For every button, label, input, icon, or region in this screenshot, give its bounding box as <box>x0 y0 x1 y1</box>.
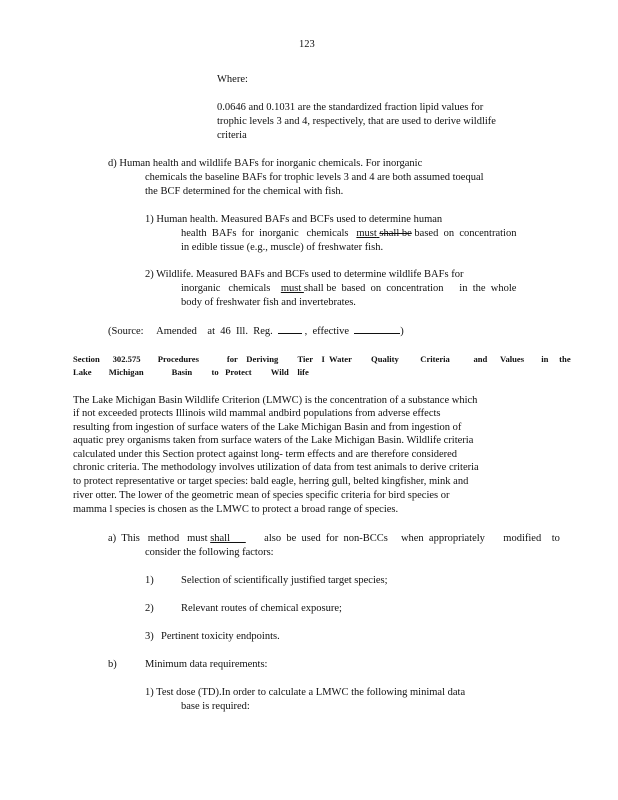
factor-3-text: Pertinent toxicity endpoints. <box>161 631 280 642</box>
factor-2-number: 2) <box>145 603 154 614</box>
d-item1-text-pre: health BAFs for inorganic chemicals <box>181 228 357 239</box>
factor-1-number: 1) <box>145 575 154 586</box>
b-item1-line-1: 1) Test dose (TD).In order to calculate a LMWC the following minimal data <box>145 687 466 698</box>
d-item1-line-3: in edible tissue (e.g., muscle) of freshwater fish. <box>181 242 384 253</box>
d-item1-shall-struck: shall be <box>379 228 412 239</box>
d-item2-line-1: 2) Wildlife. Measured BAFs and BCFs used to determine wildlife BAFs for <box>145 269 464 280</box>
section-heading-line-2: Lake Michigan Basin to Protect Wild life <box>73 367 309 377</box>
d-line-2: chemicals the baseline BAFs for trophic levels 3 and 4 are both assumed toequal <box>145 172 484 183</box>
body-line-2: if not exceeded protects Illinois wild mammal andbird populations from adverse effects <box>73 408 441 419</box>
where-line-1: 0.0646 and 0.1031 are the standardized fraction lipid values for <box>217 102 484 113</box>
d-item1-line-2 <box>181 227 516 241</box>
source-text-mid: , effective <box>302 326 355 337</box>
body-line-9: mamma l species is chosen as the LMWC to protect a broad range of species. <box>73 504 399 515</box>
d-item2-line-3: body of freshwater fish and invertebrates. <box>181 297 356 308</box>
source-blank-1 <box>278 324 302 334</box>
body-line-4: aquatic prey organisms taken from surface waters of the Lake Michigan Basin. Wildlife criteria <box>73 435 474 446</box>
factor-2-text: Relevant routes of chemical exposure; <box>181 603 342 614</box>
body-line-5: calculated under this Section protect against long- term effects and are therefore considered <box>73 449 458 460</box>
factor-3-number: 3) <box>145 631 154 642</box>
body-line-6: chronic criteria. The methodology involves utilization of data from test animals to derive criteria <box>73 462 479 473</box>
body-line-3: resulting from ingestion of surface waters of the Lake Michigan Basin and from ingestion of <box>73 422 462 433</box>
body-line-7: to protect representative or target species: bald eagle, herring gull, belted kingfisher, mink and <box>73 476 469 487</box>
a-line-2: consider the following factors: <box>145 547 274 558</box>
d-item1-text-post: based on concentration <box>411 228 517 239</box>
d-item2-must: must <box>280 283 304 294</box>
d-item1-line-1: 1) Human health. Measured BAFs and BCFs used to determine human <box>145 214 443 225</box>
factor-1-text: Selection of scientifically justified target species; <box>181 575 388 586</box>
d-line-3: the BCF determined for the chemical with fish. <box>145 186 344 197</box>
d-line-1: d) Human health and wildlife BAFs for inorganic chemicals. For inorganic <box>108 158 423 169</box>
a-text-post: also be used for non-BCCs when appropriately modified to <box>245 533 560 544</box>
d-item2-line-2 <box>181 282 516 296</box>
where-line-3: criteria <box>217 130 247 141</box>
source-line <box>108 324 404 339</box>
source-text-pre: (Source: Amended at 46 Ill. Reg. <box>108 326 279 337</box>
section-heading-line-1: Section 302.575 Procedures for Deriving Tier I Water Quality Criteria and Values in the <box>73 354 571 364</box>
d-item2-text-pre: inorganic chemicals <box>181 283 281 294</box>
body-line-1: The Lake Michigan Basin Wildlife Criterion (LMWC) is the concentration of a substance which <box>73 395 478 406</box>
b-label: Minimum data requirements: <box>145 659 268 670</box>
a-line-1 <box>108 532 560 546</box>
source-blank-2 <box>354 324 400 334</box>
where-label: Where: <box>217 74 248 85</box>
a-text-pre: a) This method must <box>108 533 211 544</box>
d-item2-text-post: shall be based on concentration in the whole <box>303 283 517 294</box>
page-number: 123 <box>299 39 315 50</box>
source-text-post: ) <box>400 326 404 337</box>
b-number: b) <box>108 659 117 670</box>
d-item1-must: must <box>356 228 377 239</box>
a-shall-underlined: shall <box>210 533 246 544</box>
b-item1-line-2: base is required: <box>181 701 250 712</box>
where-line-2: trophic levels 3 and 4, respectively, that are used to derive wildlife <box>217 116 496 127</box>
body-line-8: river otter. The lower of the geometric mean of species specific criteria for bird species or <box>73 490 450 501</box>
